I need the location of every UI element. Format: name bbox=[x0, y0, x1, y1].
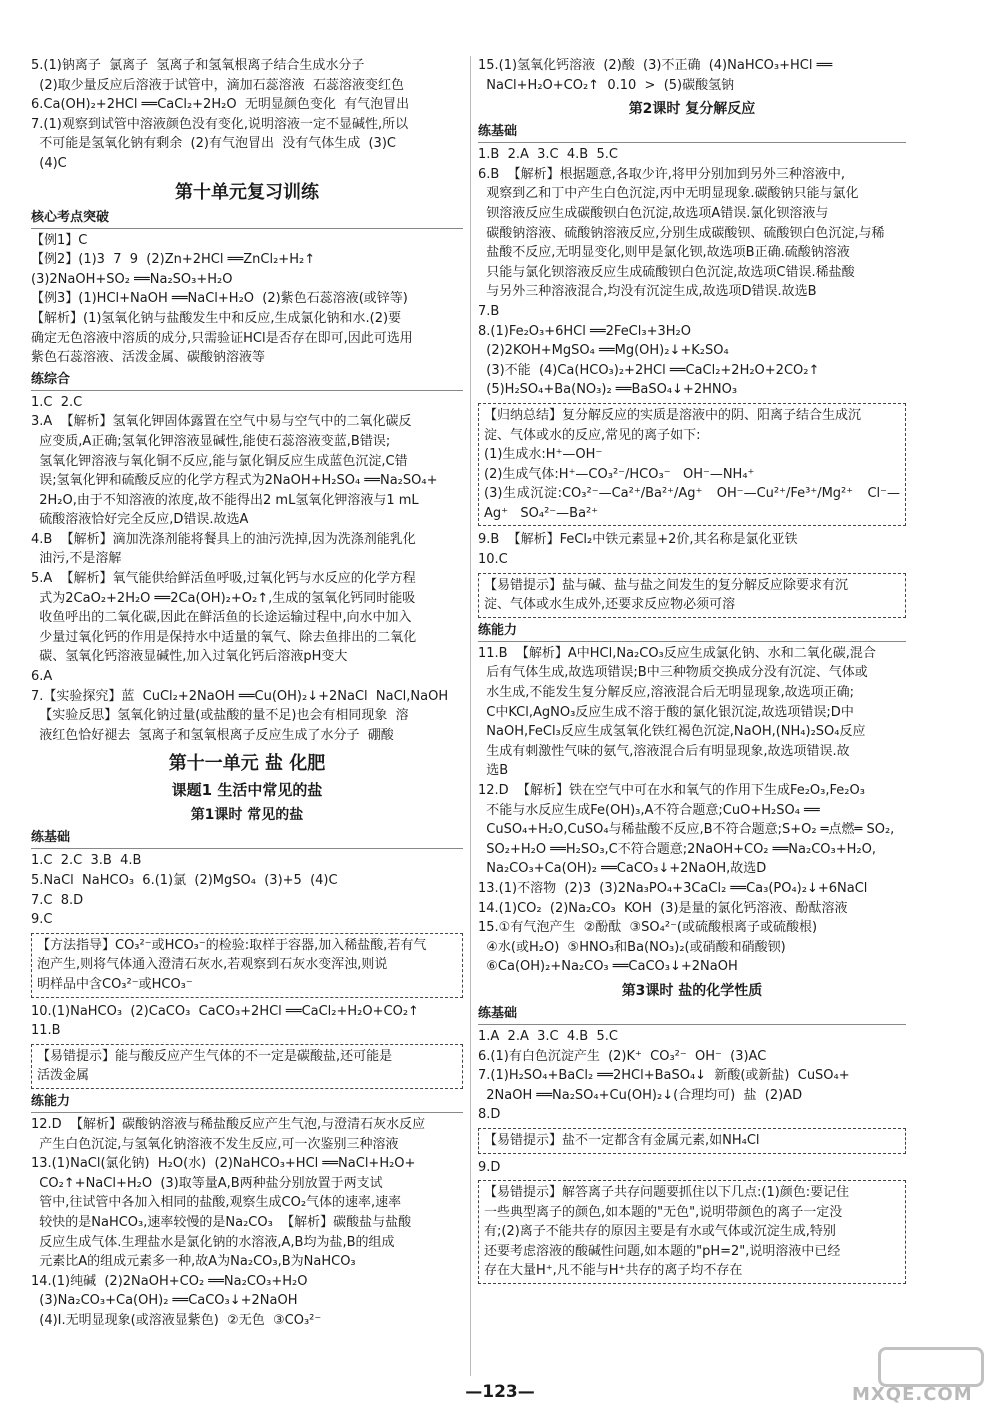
subsection-heading: 练能力 bbox=[31, 1093, 71, 1109]
subsection-heading: 练基础 bbox=[31, 830, 71, 846]
watermark-url: MXQE.COM bbox=[852, 1384, 973, 1405]
answers-block: 10.(1)NaHCO₃ (2)CaCO₃ CaCO₃+2HCl ══CaCl₂+H₂O+CO₂↑ 11.B bbox=[31, 1003, 419, 1039]
tip-text: 【归纳总结】复分解反应的实质是溶液中的阴、阳离子结合生成沉 淀、气体或水的反应,常见的离子如下: (1)生成水:H⁺—OH⁻ (2)生成气体:H⁺—CO₃²⁻/HCO₃⁻ OH⁻—NH₄⁺ (3)生成沉淀:CO₃²⁻—Ca²⁺/Ba²⁺/Ag⁺ OH⁻—Cu²⁺/Fe³⁺/Mg²⁺ Cl⁻—Ag⁺ SO₄²⁻—Ba²⁺ bbox=[484, 407, 900, 521]
answers-block: 【例1】C 【例2】(1)3 7 9 (2)Zn+2HCl ══ZnCl₂+H₂↑ (3)2NaOH+SO₂ ══Na₂SO₃+H₂O 【例3】(1)HCl+NaOH ══NaCl+H₂O (2)紫色石蕊溶液(或锌等) 【解析】(1)氢氧化钠与盐酸发生中和反应,生成氯化钠和水.(2)要 确定无色溶液中溶质的成分,只需验证HCl是否存在即可,因此可选用 紫色石蕊溶液、活泼金属、碳酸钠溶液等 bbox=[31, 232, 413, 366]
subsection-heading: 练能力 bbox=[478, 622, 518, 638]
answers-block: 5.(1)钠离子 氯离子 氢离子和氢氧根离子结合生成水分子 (2)取少量反应后溶液于试管中，滴加石蕊溶液 石蕊溶液变红色 6.Ca(OH)₂+2HCl ══CaCl₂+2H₂O 无明显颜色变化 有气泡冒出 7.(1)观察到试管中溶液颜色没有变化,说明溶液一定不显碱性,所以 不可能是氢氧化钠有剩余 (2)有气泡冒出 没有气体生成 (3)C (4)C bbox=[31, 58, 410, 171]
heading-rule bbox=[31, 390, 463, 391]
heading-rule bbox=[31, 1112, 463, 1113]
watermark bbox=[838, 1347, 988, 1413]
subsection-heading: 练综合 bbox=[31, 371, 71, 387]
heading-rule bbox=[478, 142, 906, 143]
tip-box bbox=[478, 573, 906, 618]
tip-box bbox=[31, 933, 463, 998]
answers-block: 1.C 2.C 3.B 4.B 5.NaCl NaHCO₃ 6.(1)氯 (2)MgSO₄ (3)+5 (4)C 7.C 8.D 9.C bbox=[31, 853, 338, 928]
tip-box bbox=[478, 1180, 906, 1284]
lesson-title: 第2课时 复分解反应 bbox=[628, 101, 756, 118]
subsection-heading: 练基础 bbox=[478, 124, 518, 140]
heading-rule bbox=[31, 228, 463, 229]
answers-block: 9.D bbox=[478, 1159, 501, 1175]
lesson-title: 第3课时 盐的化学性质 bbox=[621, 982, 763, 999]
tip-text: 【易错提示】盐与碱、盐与盐之间发生的复分解反应除要求有沉 淀、气体或水生成外,还要求反应物必须可溶 bbox=[484, 577, 849, 613]
subsection-heading: 核心考点突破 bbox=[31, 209, 110, 225]
column-divider bbox=[470, 56, 471, 1376]
tip-box bbox=[31, 1044, 463, 1089]
tip-box bbox=[478, 403, 906, 527]
heading-rule bbox=[31, 848, 463, 849]
subsection-heading: 练基础 bbox=[478, 1005, 518, 1021]
answers-block: 1.C 2.C 3.A 【解析】氢氧化钾固体露置在空气中易与空气中的二氧化碳反 应变质,A正确;氢氧化钾溶液显碱性,能使石蕊溶液变蓝,B错误; 氢氧化钾溶液与氧化铜不反应,能与氯化铜反应生成蓝色沉淀,C错 误;氢氧化钾和硫酸反应的化学方程式为2NaOH+H₂SO₄ ══Na₂SO₄+ 2H₂O,由于不知溶液的浓度,故不能得出2 mL氢氧化钾溶液与1 mL 硫酸溶液恰好完全反应,D错误.故选A 4.B 【解析】滴加洗涤剂能将餐具上的油污洗掉,因为洗涤剂能乳化 油污,不是溶解 5.A 【解析】氧气能供给鲜活鱼呼吸,过氧化钙与水反应的化学方程 式为2CaO₂+2H₂O ══2Ca(OH)₂+O₂↑,生成的氢氧化钙同时能吸 收鱼呼出的二氧化碳,因此在鲜活鱼的长途运输过程中,向水中加入 少量过氧化钙的作用是保持水中适量的氧气、除去鱼排出的二氧化 碳、氢氧化钙溶液显碱性,加入过氧化钙后溶液pH变大 6.A 7.【实验探究】蓝 CuCl₂+2NaOH ══Cu(OH)₂↓+2NaCl NaCl,NaOH 【实验反思】氢氧化钠过量(或盐酸的量不足)也会有相同现象 溶 液红色恰好褪去 氢离子和氢氧根离子反应生成了水分子 硼酸 bbox=[31, 394, 449, 743]
heading-rule bbox=[478, 641, 906, 642]
left-column bbox=[31, 56, 463, 1330]
answers-block: 11.B 【解析】A中HCl,Na₂CO₃反应生成氯化钠、水和二氧化碳,混合 后有气体生成,故选项错误;B中三种物质交换成分没有沉淀、气体或 水生成,不能发生复分解反应,溶液混合后无明显现象,故选项正确; C中KCl,AgNO₃反应生成不溶于酸的氯化银沉淀,故选项错误;D中 NaOH,FeCl₃反应生成氢氧化铁红褐色沉淀,NaOH,(NH₄)₂SO₄反应 生成有刺激性气味的氨气,溶液混合后有明显现象,故选项错误.故 选B 12.D 【解析】铁在空气中可在水和氧气的作用下生成Fe₂O₃,Fe₂O₃ 不能与水反应生成Fe(OH)₃,A不符合题意;CuO+H₂SO₄ ══ CuSO₄+H₂O,CuSO₄与稀盐酸不反应,B不符合题意;S+O₂ ═点燃═ SO₂, SO₂+H₂O ══H₂SO₃,C不符合题意;2NaOH+CO₂ ══Na₂CO₃+H₂O, Na₂CO₃+Ca(OH)₂ ══CaCO₃↓+2NaOH,故选D 13.(1)不溶物 (2)3 (3)2Na₃PO₄+3CaCl₂ ══Ca₃(PO₄)₂↓+6NaCl 14.(1)CO₂ (2)Na₂CO₃ KOH (3)是量的氯化钙溶液、酚酞溶液 15.①有气泡产生 ②酚酞 ③SO₄²⁻(或硫酸根离子或硫酸根) ④水(或H₂O) ⑤HNO₃和Ba(NO₃)₂(或硝酸和硝酸钡) ⑥Ca(OH)₂+Na₂CO₃ ══CaCO₃↓+2NaOH bbox=[478, 645, 895, 975]
tip-text: 【易错提示】盐不一定都含有金属元素,如NH₄Cl bbox=[484, 1132, 760, 1148]
lesson-title: 第1课时 常见的盐 bbox=[190, 807, 304, 824]
heading-rule bbox=[478, 1024, 906, 1025]
answers-block: 1.A 2.A 3.C 4.B 5.C 6.(1)有白色沉淀产生 (2)K⁺ CO₃²⁻ OH⁻ (3)AC 7.(1)H₂SO₄+BaCl₂ ══2HCl+BaSO₄↓ 新酸(或新盐) CuSO₄+ 2NaOH ══Na₂SO₄+Cu(OH)₂↓(合理均可) 盐 (2)AD 8.D bbox=[478, 1028, 850, 1123]
page-number: —123— bbox=[465, 1382, 535, 1402]
section-title: 第十单元复习训练 bbox=[175, 181, 319, 203]
answers-block: 9.B 【解析】FeCl₂中铁元素显+2价,其名称是氯化亚铁 10.C bbox=[478, 532, 798, 568]
tip-text: 【易错提示】能与酸反应产生气体的不一定是碳酸盐,还可能是 活泼金属 bbox=[37, 1048, 393, 1084]
tip-box bbox=[478, 1128, 906, 1154]
answers-block: 12.D 【解析】碳酸钠溶液与稀盐酸反应产生气泡,与澄清石灰水反应 产生白色沉淀,与氢氧化钠溶液不发生反应,可一次鉴别三种溶液 13.(1)NaCl(氯化钠) H₂O(水) (2)NaHCO₃+HCl ══NaCl+H₂O+ CO₂↑+NaCl+H₂O (3)取等量A,B两种盐分别放置于两支试 管中,往试管中各加入相同的盐酸,观察生成CO₂气体的速率,速率 较快的是NaHCO₃,速率较慢的是Na₂CO₃ 【解析】碳酸盐与盐酸 反应生成气体.生理盐水是氯化钠的水溶液,A,B均为盐,B的组成 元素比A的组成元素多一种,故A为Na₂CO₃,B为NaHCO₃ 14.(1)纯碱 (2)2NaOH+CO₂ ══Na₂CO₃+H₂O (3)Na₂CO₃+Ca(OH)₂ ══CaCO₃↓+2NaOH (4)Ⅰ.无明显现象(或溶液显紫色) ②无色 ③CO₃²⁻ bbox=[31, 1116, 426, 1328]
right-column bbox=[478, 56, 906, 1288]
answers-block: 1.B 2.A 3.C 4.B 5.C 6.B 【解析】根据题意,各取少许,将甲分别加到另外三种溶液中, 观察到乙和丁中产生白色沉淀,丙中无明显现象.碳酸钠只能与氯化 钡溶液反应生成碳酸钡白色沉淀,故选项A错误.氯化钡溶液与 碳酸钠溶液、硫酸钠溶液反应,分别生成碳酸钡、硫酸钡白色沉淀,与稀 盐酸不反应,无明显变化,则甲是氯化钡,故选项B正确.硫酸钠溶液 只能与氯化钡溶液反应生成硫酸钡白色沉淀,故选项C错误.稀盐酸 与另外三种溶液混合,均没有沉淀生成,故选项D错误.故选B 7.B 8.(1)Fe₂O₃+6HCl ══2FeCl₃+3H₂O (2)2KOH+MgSO₄ ══Mg(OH)₂↓+K₂SO₄ (3)不能 (4)Ca(HCO₃)₂+2HCl ══CaCl₂+2H₂O+2CO₂↑ (5)H₂SO₄+Ba(NO₃)₂ ══BaSO₄↓+2HNO₃ bbox=[478, 147, 885, 398]
topic-title: 课题1 生活中常见的盐 bbox=[171, 781, 323, 800]
unit-title: 第十一单元 盐 化肥 bbox=[168, 753, 326, 775]
tip-text: 【易错提示】解答离子共存问题要抓住以下几点:(1)颜色:要记住 一些典型离子的颜色,如本题的"无色",说明带颜色的离子一定没 有;(2)离子不能共存的原因主要是有水或气体或沉淀生成,特别 还要考虑溶液的酸碱性问题,如本题的"pH=2",说明溶液中已经 存在大量H⁺,凡不能与H⁺共存的离子均不存在 bbox=[484, 1185, 850, 1279]
tip-text: 【方法指导】CO₃²⁻或HCO₃⁻的检验:取样于容器,加入稀盐酸,若有气 泡产生,则将气体通入澄清石灰水,若观察到石灰水变浑浊,则说 明样品中含CO₃²⁻或HCO₃⁻ bbox=[37, 937, 427, 992]
answers-block: 15.(1)氢氧化钙溶液 (2)酸 (3)不正确 (4)NaHCO₃+HCl ══ NaCl+H₂O+CO₂↑ 0.10 > (5)碳酸氢钠 bbox=[478, 58, 833, 93]
watermark-logo-icon bbox=[878, 1347, 984, 1387]
